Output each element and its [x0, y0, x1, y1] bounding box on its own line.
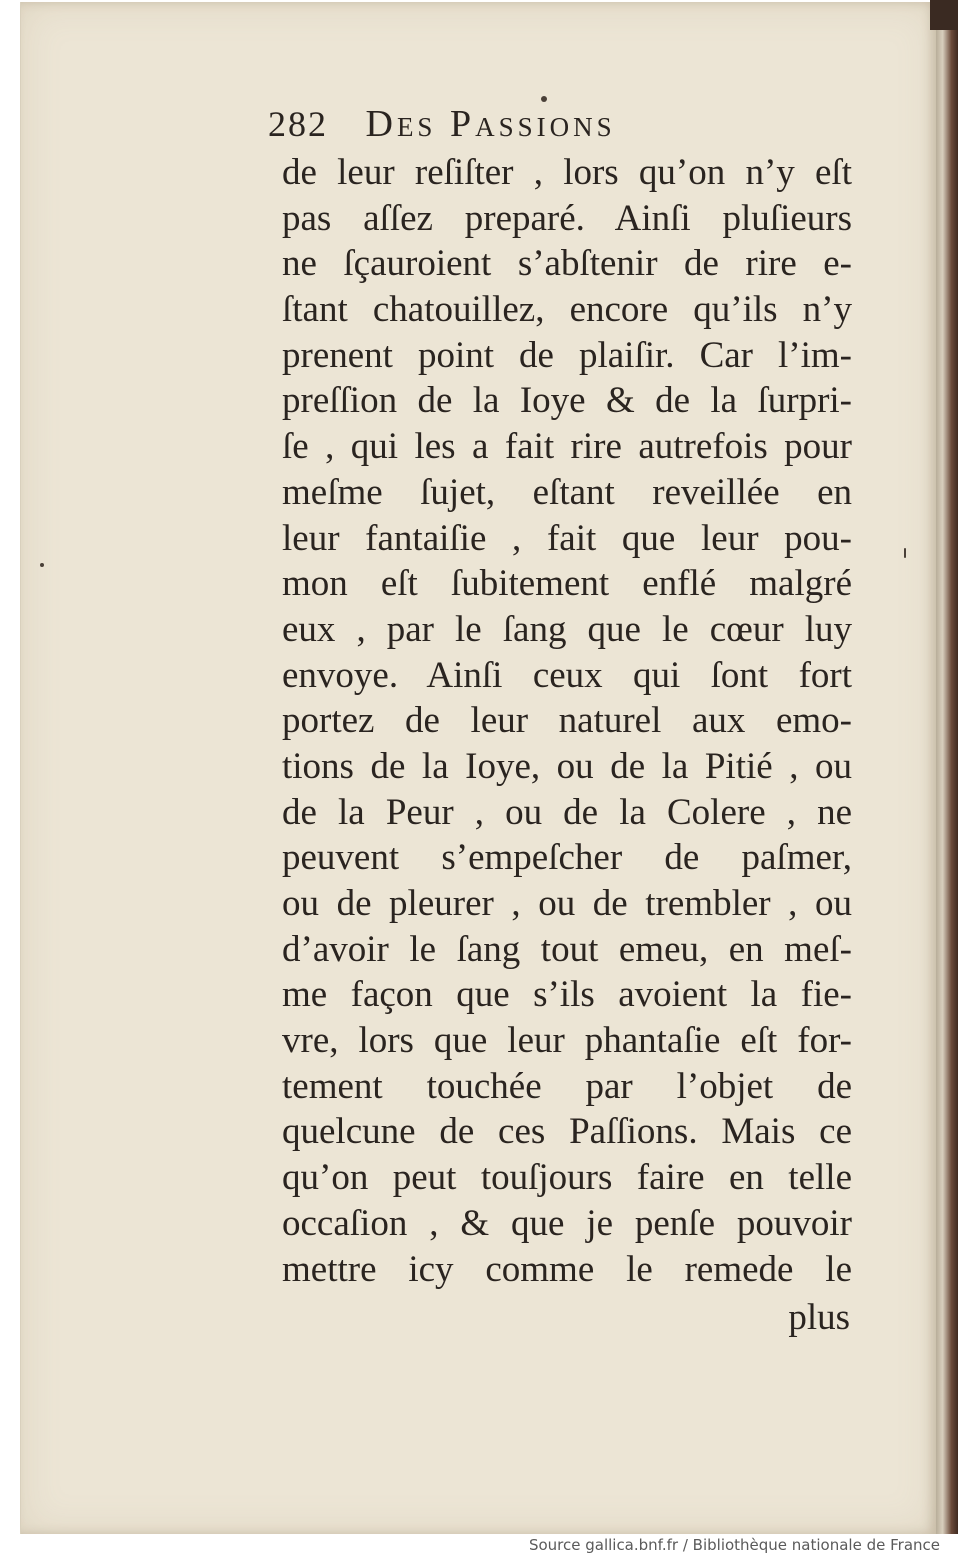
running-title: Des Passions — [365, 103, 616, 145]
text-line: envoye. Ainſi ceux qui ſont fort — [282, 654, 852, 696]
text-line: quelcune de ces Paſſions. Mais ce — [282, 1111, 852, 1153]
source-credit: Source gallica.bnf.fr / Bibliothèque nationale de France — [528, 1536, 940, 1554]
ink-speck — [40, 563, 44, 567]
text-line: leur fantaiſie , fait que leur pou- — [282, 517, 852, 559]
running-head — [268, 102, 868, 150]
text-line: ne ſçauroient s’abſtenir de rire e- — [282, 243, 852, 285]
text-line: qu’on peut touſjours faire en telle — [282, 1157, 852, 1199]
text-line: meſme ſujet, eſtant reveillée en — [282, 471, 852, 513]
text-line: tement touchée par l’objet de — [282, 1065, 852, 1107]
binding-corner — [930, 0, 958, 30]
text-line: ou de pleurer , ou de trembler , ou — [282, 883, 852, 924]
text-line: ſe , qui les a fait rire autrefois pour — [282, 426, 852, 468]
text-line: prenent point de plaiſir. Car l’im- — [282, 334, 852, 376]
text-line: pas aſſez preparé. Ainſi pluſieurs — [282, 197, 852, 239]
text-line: mon eſt ſubitement enflé malgré — [282, 563, 852, 605]
text-line: d’avoir le ſang tout emeu, en meſ- — [282, 928, 852, 970]
text-line: eux , par le ſang que le cœur luy — [282, 608, 852, 650]
text-line: me façon que s’ils avoient la fie- — [282, 974, 852, 1016]
text-line: vre, lors que leur phantaſie eſt for- — [282, 1020, 852, 1062]
text-line: preſſion de la Ioye & de la ſurpri- — [282, 380, 852, 422]
text-line: portez de leur naturel aux emo- — [282, 700, 852, 742]
text-line: peuvent s’empeſcher de paſmer, — [282, 837, 852, 879]
catchword: plus — [788, 1297, 850, 1338]
ink-speck — [904, 548, 906, 558]
text-line: tions de la Ioye, ou de la Pitié , ou — [282, 745, 852, 787]
body-text — [282, 150, 852, 1292]
text-line: mettre icy comme le remede le — [282, 1248, 852, 1290]
text-line: de leur reſiſter , lors qu’on n’y eſt — [282, 152, 852, 193]
text-line: occaſion , & que je penſe pouvoir — [282, 1202, 852, 1244]
text-line: ſtant chatouillez, encore qu’ils n’y — [282, 289, 852, 331]
page-number: 282 — [268, 104, 328, 144]
text-line: de la Peur , ou de la Colere , ne — [282, 791, 852, 833]
page-edge-binding — [936, 0, 958, 1534]
